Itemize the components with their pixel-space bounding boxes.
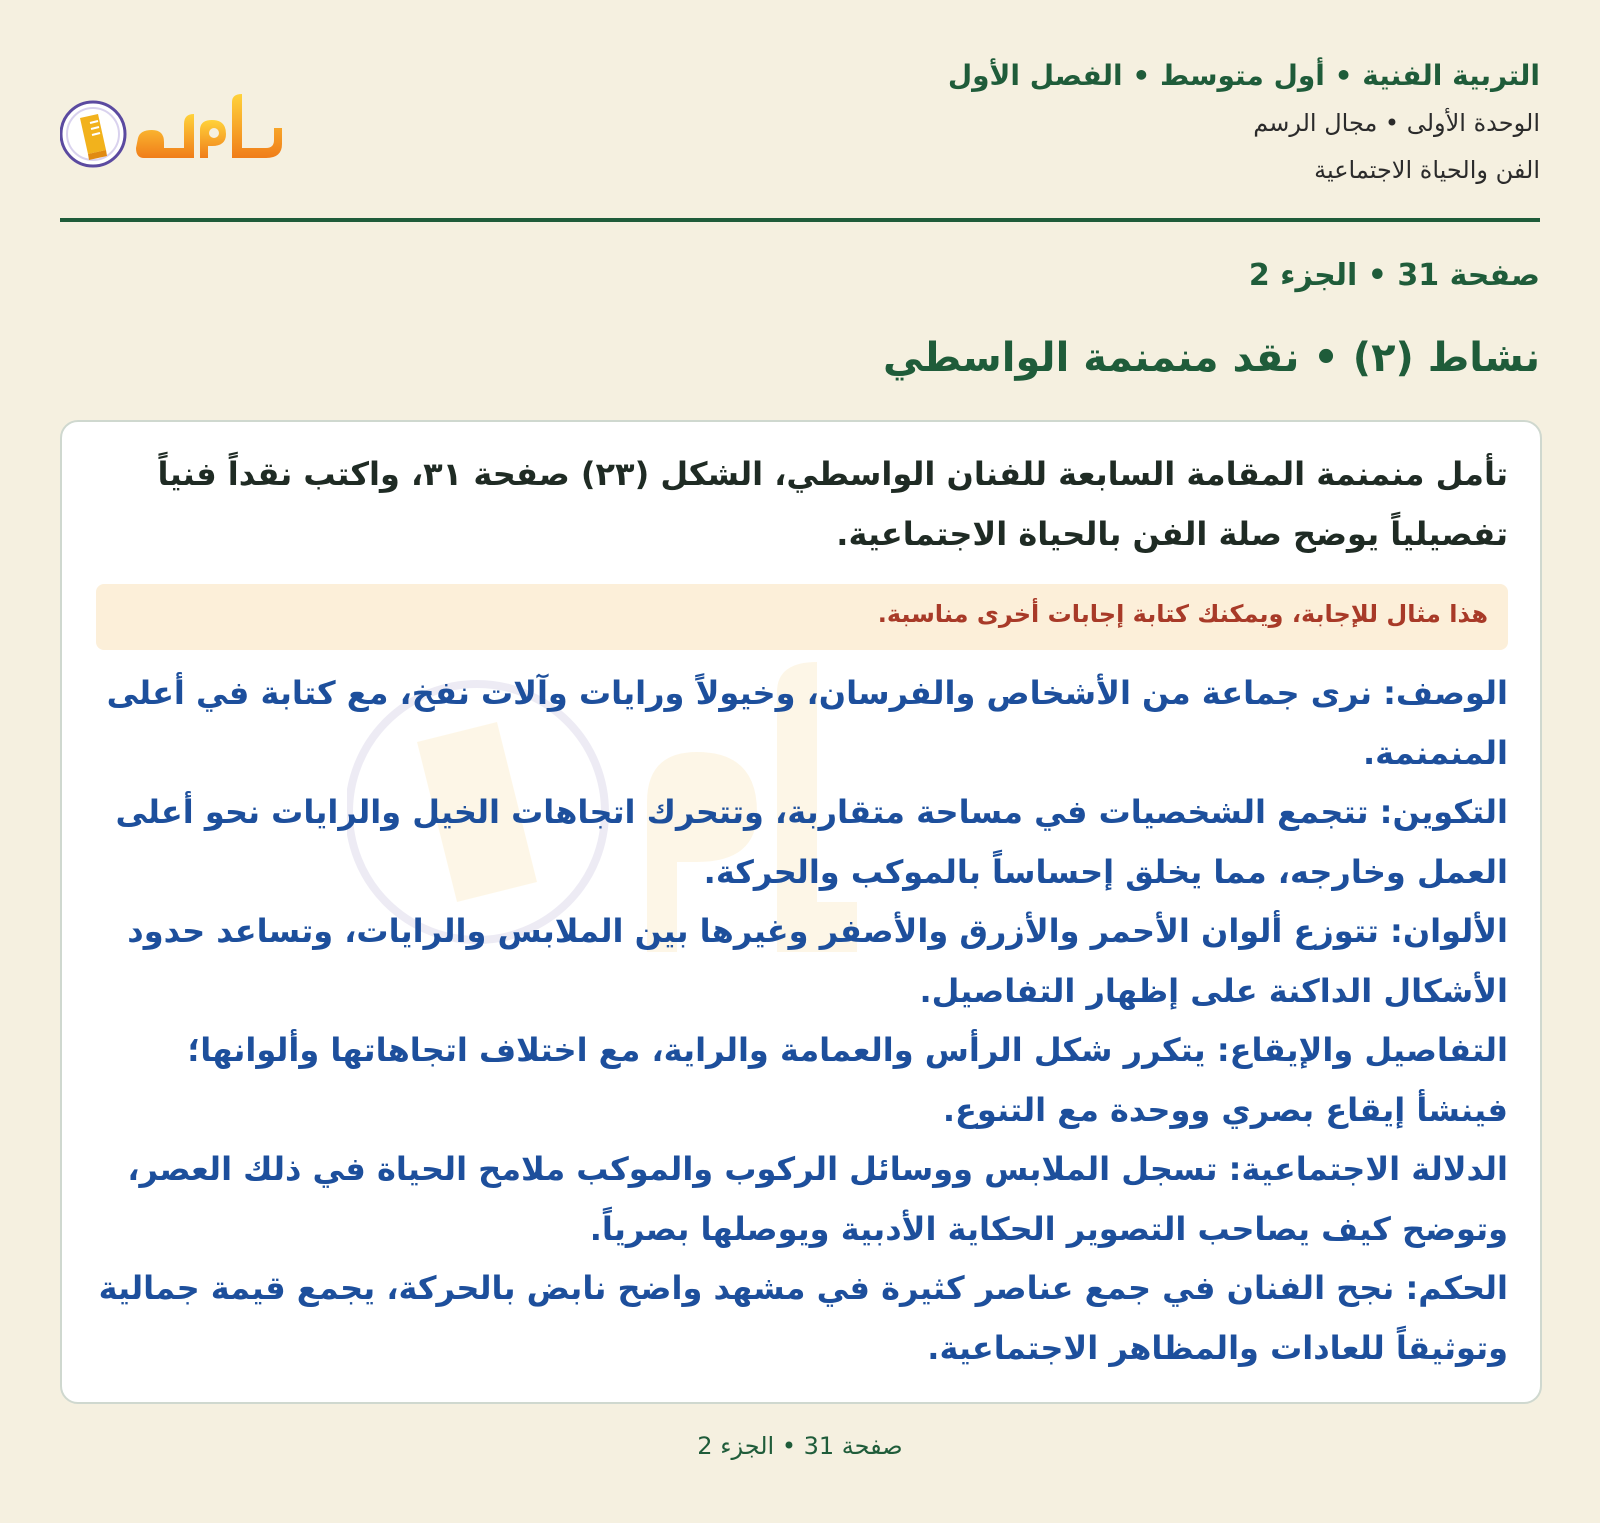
- subject-title: التربية الفنية • أول متوسط • الفصل الأول: [947, 59, 1540, 92]
- answer-details-rhythm: التفاصيل والإيقاع: يتكرر شكل الرأس والعمامة والراية، مع اختلاف اتجاهاتها وألوانها؛ فينشأ إيقاع بصري ووحدة مع التنوع.: [187, 1031, 1508, 1129]
- unit-line: الوحدة الأولى • مجال الرسم: [1253, 109, 1540, 137]
- answer-list: [88, 664, 1508, 1378]
- answer-composition: التكوين: تتجمع الشخصيات في مساحة متقاربة، وتتحرك اتجاهات الخيل والرايات نحو أعلى العمل وخارجه، مما يخلق إحساساً بالموكب والحركة.: [115, 793, 1508, 891]
- example-note-text: هذا مثال للإجابة، ويمكنك كتابة إجابات أخرى مناسبة.: [877, 600, 1488, 628]
- answer-colors: الألوان: تتوزع ألوان الأحمر والأزرق والأصفر وغيرها بين الملابس والرايات، وتساعد حدود الأشكال الداكنة على إظهار التفاصيل.: [127, 912, 1508, 1010]
- page: [60, 0, 1540, 1523]
- answer-card: [60, 420, 1542, 1404]
- lesson-line: الفن والحياة الاجتماعية: [1314, 156, 1540, 184]
- answer-judgment: الحكم: نجح الفنان في جمع عناصر كثيرة في مشهد واضح نابض بالحركة، يجمع قيمة جمالية وتوثيقاً للعادات والمظاهر الاجتماعية.: [98, 1269, 1508, 1367]
- answer-social-meaning: الدلالة الاجتماعية: تسجل الملابس ووسائل الركوب والموكب ملامح الحياة في ذلك العصر، وتوضح كيف يصاحب التصوير الحكاية الأدبية ويوصلها بصرياً.: [127, 1150, 1508, 1248]
- hulul-logo[interactable]: [60, 88, 290, 178]
- page-footer: صفحة 31 • الجزء 2: [697, 1432, 903, 1460]
- header-divider: [60, 218, 1540, 222]
- activity-title: نشاط (٢) • نقد منمنمة الواسطي: [883, 335, 1540, 381]
- book-icon: [61, 102, 125, 166]
- answer-description: الوصف: نرى جماعة من الأشخاص والفرسان، وخيولاً ورايات وآلات نفخ، مع كتابة في أعلى المنمنمة.: [106, 674, 1508, 772]
- page-reference: صفحة 31 • الجزء 2: [1248, 258, 1540, 293]
- hulul-logo-graphic: [60, 88, 290, 178]
- header-text: [948, 52, 1540, 194]
- question-text: تأمل منمنمة المقامة السابعة للفنان الواسطي، الشكل (٢٣) صفحة ٣١، واكتب نقداً فنياً تفصيلياً يوضح صلة الفن بالحياة الاجتماعية.: [157, 455, 1508, 553]
- logo-wordmark: [136, 94, 282, 158]
- page-header: [60, 52, 1540, 212]
- example-note: [96, 584, 1508, 650]
